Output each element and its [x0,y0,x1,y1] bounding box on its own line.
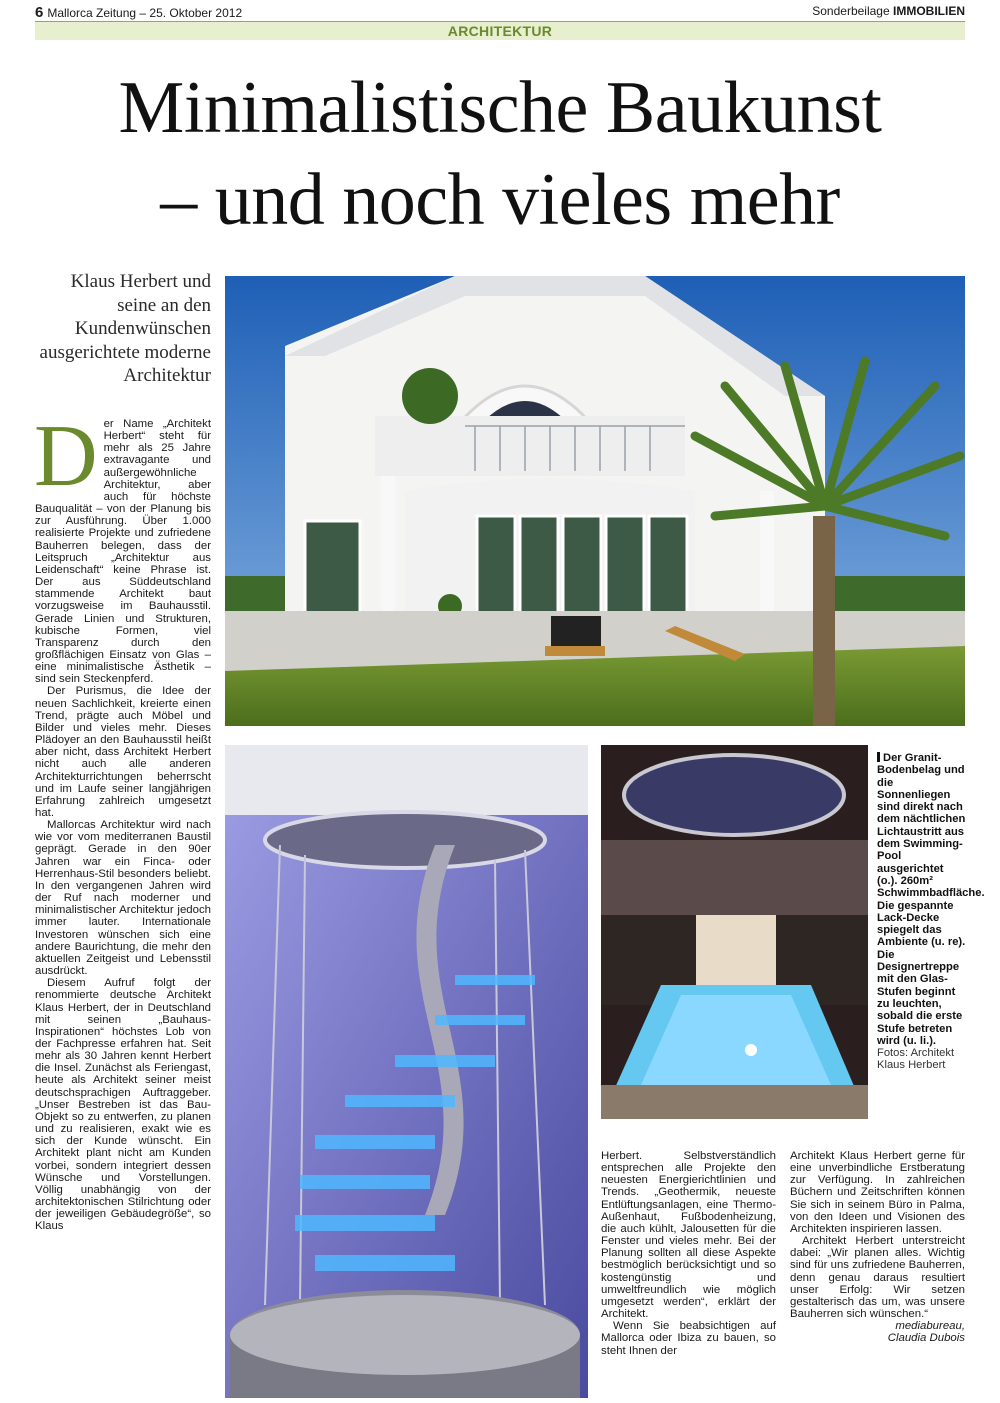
page-info [35,4,242,21]
supplement-name: IMMOBILIEN [893,4,965,18]
pool-illustration [601,745,868,1119]
paragraph-3: Mallorcas Architektur wird nach wie vor vom mediterranen Baustil geprägt. Gerade in den 90er Jahren war ein Finca- oder Herrenhaus-Stil besonders beliebt. In den vergangenen Jahren wird der Ruf nach moderner und minimalistischer Architektur jedoch immer lauter. Internationale Investoren wünschen sich eine andere Baurichtung, die mehr den aktuellen Zeitgeist und Lebensstil ausdrückt. [35,819,211,978]
subtitle: Klaus Herbert und seine an den Kundenwünschen ausgerichtete moderne Architektur [39,271,211,386]
supplement-label [812,4,965,18]
headline-line-1: Minimalistische Baukunst [118,67,882,149]
page-header [35,2,965,22]
staircase-photo [225,745,588,1398]
section-title: ARCHITEKTUR [447,23,553,39]
headline [35,62,965,246]
byline-author: Claudia Dubois [887,1332,965,1345]
byline-agency: mediabureau, [895,1320,965,1333]
article-column-1 [34,408,211,1233]
paragraph-4: Diesem Aufruf folgt der renommierte deutsche Architekt Klaus Herbert, der in Deutschland mit seinen „Bauhaus-Inspirationen“ höchstes Lob von der Fachpresse erfahren hat. Seit mehr als 30 Jahren kennt Herbert die Insel. Zunächst als Feriengast, heute als Architekt seiner meist deutschsprachigen Auftraggeber. „Unser Bestreben ist das Bau-Objekt so zu entwerfen, zu planen und zu realisieren, exakt wie es sich der Kunde wünscht. Ein Architekt plant nicht am Kunden vorbei, sondern integriert dessen Wünsche und Vorstellungen. Völlig unabhängig von der architektonischen Stilrichtung oder der jeweiligen Gebäudegröße“, so Klaus [35,977,211,1233]
paragraph-5: Herbert. Selbstverständlich entsprechen alle Projekte den neuesten Energierichtlinien und Trends. „Geothermik, neueste Entlüftungsanlagen, eine Thermo-Außenhaut, Fußbodenheizung, die auch kühlt, Jalousetten für die Fenster und vieles mehr. Bei der Planung sollten all diese Aspekte bestmöglich berücksichtigt und so kostengünstig und umweltfreundlich wie möglich umgesetzt werden“, erklärt der Architekt. [601,1150,776,1321]
photo-caption [877,752,985,1072]
byline [790,1320,965,1344]
paragraph-1-text: er Name „Architekt Herbert“ steht für mehr als 25 Jahre extravagante und außergewöhnliche Architektur, aber auch für höchste Bauqualität – von der Planung bis zur Ausführung. Über 1.000 realisierte Projekte und zufriedene Bauherren belegen, dass der Leitspruch „Architektur aus Leidenschaft“ keine Phrase ist. Der aus Süddeutschland stammende Architekt baut vorzugsweise im Bauhausstil. Gerade Linien und Strukturen, kubische Formen, viel Transparenz durch den großflächigen Einsatz von Glas – eine minimalistische Ästhetik – sind sein Steckenpferd. [35,418,211,686]
headline-line-2: – und noch vieles mehr [160,159,840,241]
paragraph-7: Architekt Klaus Herbert gerne für eine unverbindliche Erstberatung zur Verfügung. In zahlreichen Büchern und Zeitschriften können Sie sich in seinem Büro in Palma, von den Ideen und Visionen des Architekten inspirieren lassen. [790,1150,965,1235]
paragraph-8: Architekt Herbert unterstreicht dabei: „Wir planen alles. Wichtig sind für uns zufriedene Bauherren, denn genau daraus resultiert unser Erfolg: Wir setzen gestalterisch das um, was unsere Bauherren sich wünschen.“ [790,1235,965,1321]
villa-illustration [225,276,965,726]
villa-photo [225,276,965,726]
publication-date: Mallorca Zeitung – 25. Oktober 2012 [47,6,243,20]
caption-marker [877,752,880,762]
supplement-prefix: Sonderbeilage [812,4,890,18]
section-bar [35,22,965,40]
article-column-4 [790,1150,965,1345]
pool-photo [601,745,868,1119]
staircase-illustration [225,745,588,1398]
caption-text: Der Granit-Bodenbelag und die Sonnenliegen sind direkt nach dem nächtlichen Lichtaustritt aus dem Swimming-Pool ausgerichtet (o.). 260m² Schwimmbadfläche. Die gespannte Lack-Decke spiegelt das Ambiente (u. re). Die Designertreppe mit den Glas-Stufen beginnt zu leuchten, sobald die erste Stufe betreten wird (u. li.). [877,752,985,1047]
photo-credit: Fotos: Architekt Klaus Herbert [877,1047,955,1072]
paragraph-6: Wenn Sie beabsichtigen auf Mallorca oder Ibiza zu bauen, so steht Ihnen der [601,1320,776,1357]
paragraph-2: Der Purismus, die Idee der neuen Sachlichkeit, kreierte einen Trend, prägte auch Möbel und Bilder und vieles mehr. Dieses Plädoyer an den Bauhausstil heißt aber nicht, dass Architekt Herbert nicht auch alle anderen Architekturrichtungen beherrscht und im Laufe seiner langjährigen Erfahrung zahlreich umgesetzt hat. [35,685,211,819]
drop-cap: D [34,408,98,505]
article-column-3 [601,1150,776,1357]
page-number: 6 [35,4,44,21]
paragraph-1 [34,408,211,686]
